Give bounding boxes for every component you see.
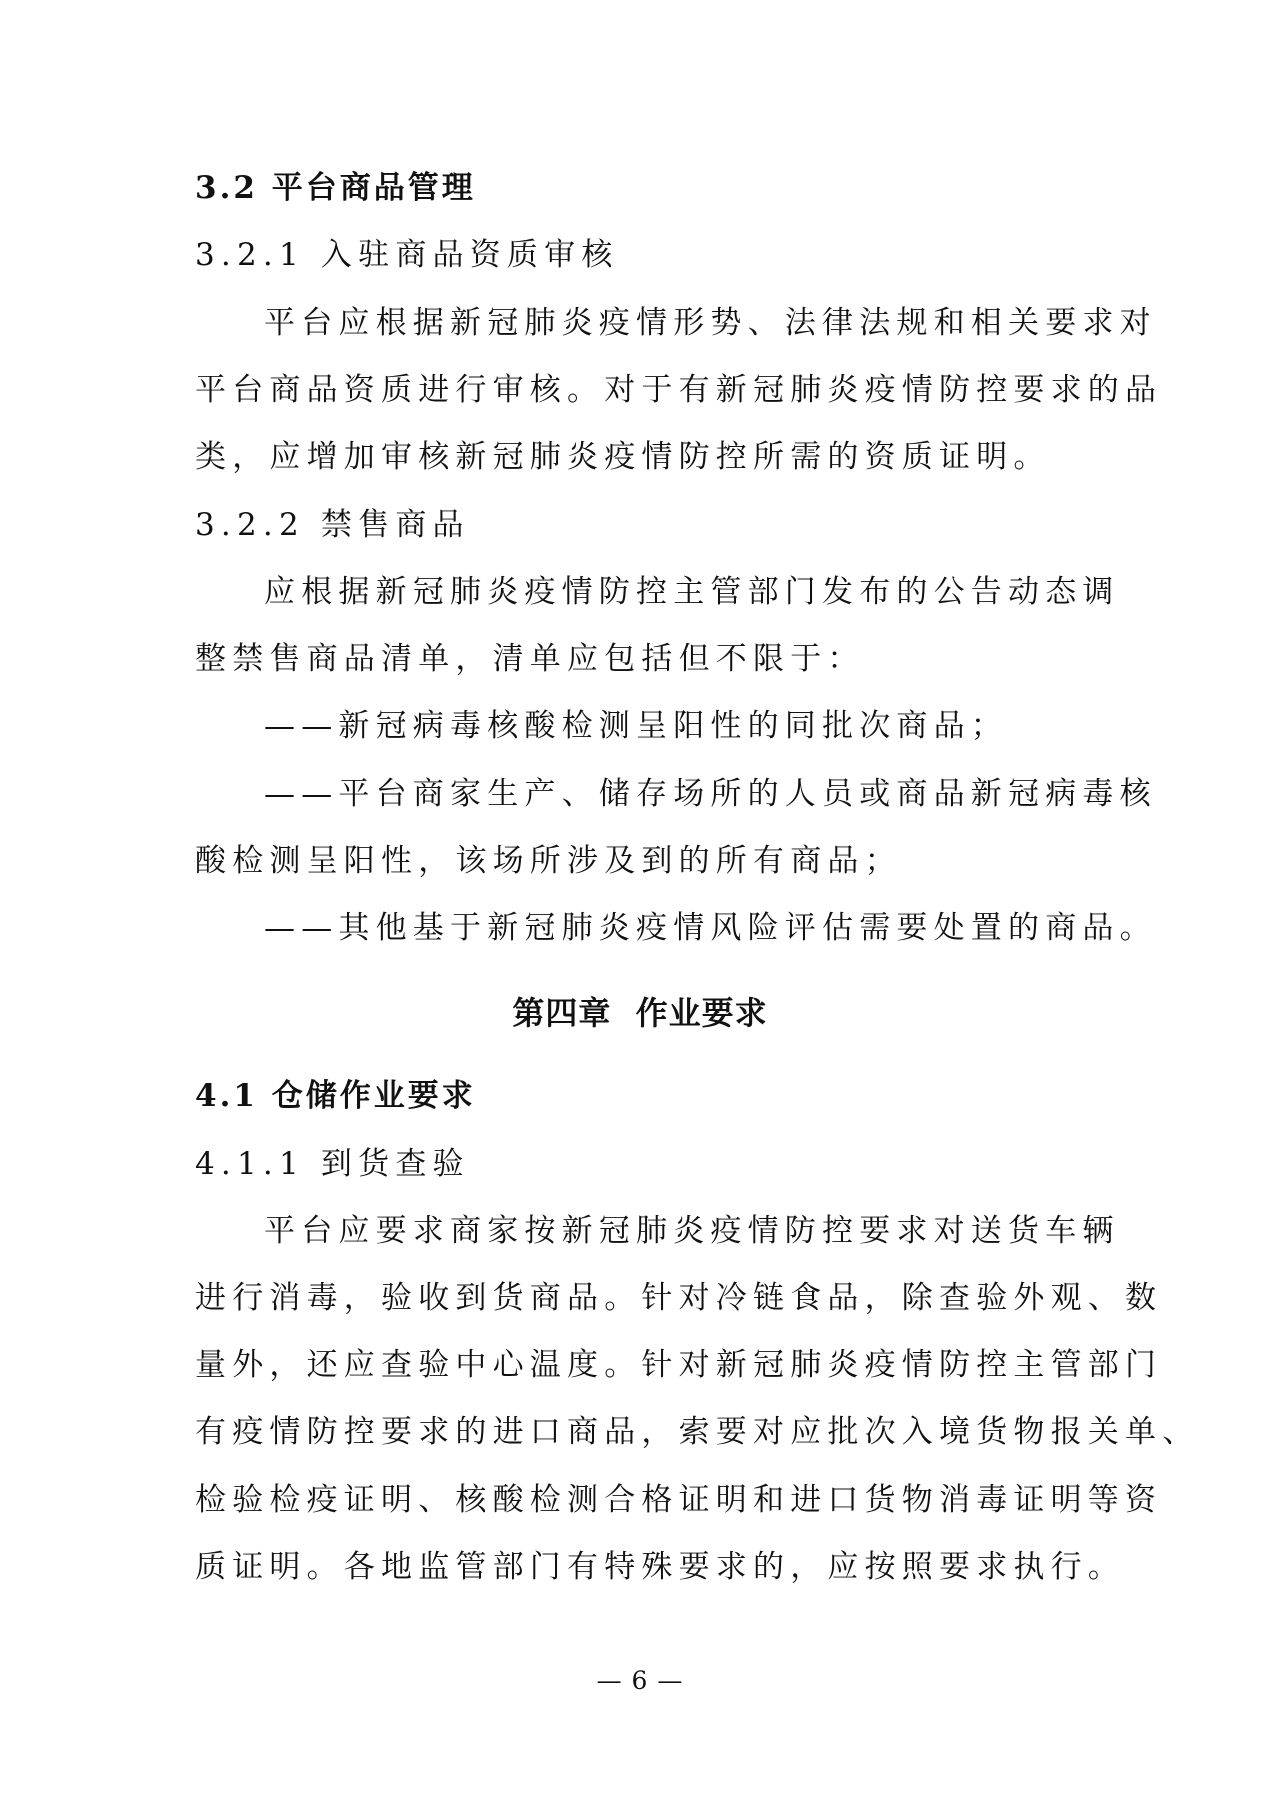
paragraph-line: 类，应增加审核新冠肺炎疫情防控所需的资质证明。 — [195, 439, 1051, 475]
paragraph-line: 质证明。各地监管部门有特殊要求的，应按照要求执行。 — [195, 1549, 1125, 1585]
section-heading-3-2: 3.2 平台商品管理 — [195, 170, 476, 206]
subsection-heading-3-2-2: 3.2.2 禁售商品 — [195, 507, 470, 543]
section-heading-4-1: 4.1 仓储作业要求 — [195, 1078, 476, 1114]
list-item-continuation: 酸检测呈阳性，该场所涉及到的所有商品； — [195, 843, 902, 879]
list-item: ——新冠病毒核酸检测呈阳性的同批次商品； — [264, 708, 1008, 744]
paragraph-line: 检验检疫证明、核酸检测合格证明和进口货物消毒证明等资 — [195, 1482, 1163, 1518]
paragraph-line: 应根据新冠肺炎疫情防控主管部门发布的公告动态调 — [264, 574, 1120, 610]
paragraph-line: 量外，还应查验中心温度。针对新冠肺炎疫情防控主管部门 — [195, 1347, 1163, 1383]
subsection-heading-3-2-1: 3.2.1 入驻商品资质审核 — [195, 237, 619, 273]
paragraph-line: 平台商品资质进行审核。对于有新冠肺炎疫情防控要求的品 — [195, 372, 1163, 408]
list-item: ——其他基于新冠肺炎疫情风险评估需要处置的商品。 — [264, 910, 1157, 946]
page-number: — 6 — — [596, 1666, 684, 1695]
chapter-title: 第四章 作业要求 — [512, 994, 768, 1032]
paragraph-line: 平台应根据新冠肺炎疫情形势、法律法规和相关要求对 — [264, 305, 1157, 341]
paragraph-line: 进行消毒，验收到货商品。针对冷链食品，除查验外观、数 — [195, 1280, 1163, 1316]
list-item: ——平台商家生产、储存场所的人员或商品新冠病毒核 — [264, 776, 1157, 812]
paragraph-line: 平台应要求商家按新冠肺炎疫情防控要求对送货车辆 — [264, 1213, 1120, 1249]
paragraph-line: 整禁售商品清单，清单应包括但不限于： — [195, 641, 865, 677]
subsection-heading-4-1-1: 4.1.1 到货查验 — [195, 1146, 470, 1182]
paragraph-line: 有疫情防控要求的进口商品，索要对应批次入境货物报关单、 — [195, 1414, 1200, 1450]
